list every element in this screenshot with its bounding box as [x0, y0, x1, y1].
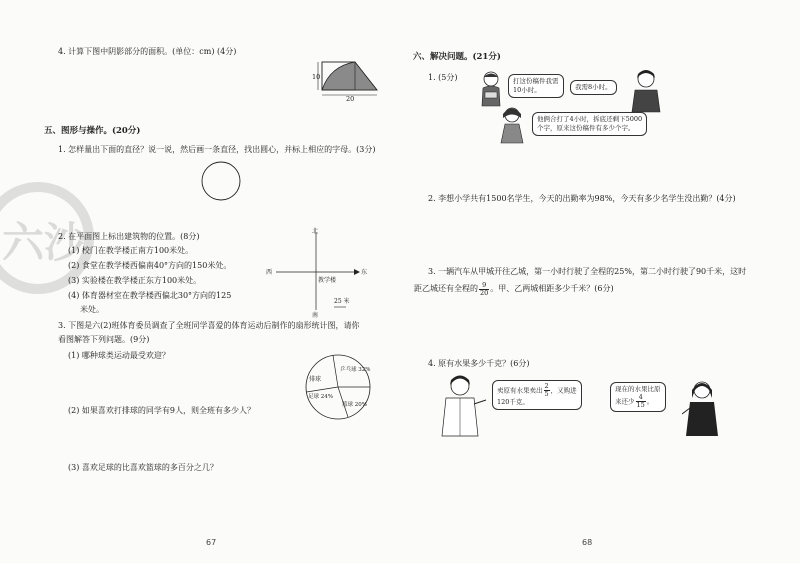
pie-label-paiqiu: 排球 [309, 376, 322, 383]
q1-bubble-3: 他俩合打了4小时，拆底还剩下5000 个字，原来这份稿件有多少个字。 [532, 112, 647, 136]
s5-q3-sub-2: (2) 如果喜欢打排球的同学有9人，则全班有多少人？ [68, 406, 255, 415]
compass-south: 南 [312, 312, 319, 318]
q4-bubble-right: 现在的水果比原 来还少 $\frac{4}{15}$ 。 [610, 382, 666, 412]
q1-bubble-1: 打这份稿件我需 10小时。 [508, 74, 564, 98]
s6-q2-text: 2. 李想小学共有1500名学生，今天的出勤率为98%，今天有多少名学生没出勤？(4分) [428, 194, 736, 203]
girl-figure-icon [497, 105, 527, 147]
pie-label-pingpong: 乒乓球 32% [340, 367, 371, 373]
compass-east: 东 [361, 269, 368, 276]
section5-title: 五、图形与操作。(20分) [44, 126, 141, 136]
s5-q2-text: 2. 在平面图上标出建筑物的位置。(8分) [58, 232, 200, 241]
s5-q2-item-3: (3) 实验楼在教学楼正东方100米处。 [68, 276, 202, 285]
s5-q2-item-4: (4) 体育器材室在教学楼西偏北30°方向的125 [68, 291, 232, 300]
s6-q3-line2: 距乙城还有全程的 $\frac{9}{20}$ 。甲、乙两城相距多少千米？(6分) [414, 280, 614, 297]
man-figure-icon [626, 68, 666, 114]
compass-center-label: 教学楼 [318, 277, 337, 284]
compass-north: 北 [312, 228, 319, 235]
compass-scale: 25 米 [334, 298, 350, 305]
page-number-left: 67 [206, 538, 217, 547]
pie-label-zuqiu: 足球 24% [308, 394, 333, 400]
circle-figure [199, 160, 243, 202]
s5-q2-item-4-cont: 米处。 [80, 305, 104, 314]
q3-fraction: $\frac{9}{20}$ [480, 280, 489, 297]
s6-q3-line1: 3. 一辆汽车从甲城开往乙城，第一小时行驶了全程的25%，第二小时行驶了90千米，这时 [428, 267, 747, 276]
s5-q3-sub-1: (1) 哪种球类运动最受欢迎？ [68, 351, 170, 360]
q1-bubble-2: 我需8小时。 [570, 80, 617, 95]
q4-left-fraction: $\frac{2}{5}$ [544, 382, 549, 398]
shaded-area-figure [312, 58, 392, 102]
pie-label-lanqiu: 篮球 20% [342, 402, 367, 408]
boy-figure-icon [476, 70, 506, 110]
pie-chart [300, 352, 380, 422]
compass-west: 西 [266, 269, 273, 276]
fig-height-label: 10 [312, 73, 321, 81]
q4-right-fraction: $\frac{4}{15}$ [636, 393, 645, 409]
s5-q1-text: 1. 怎样量出下面的直径？说一说，然后画一条直径，找出圆心，并标上相应的字母。(3分) [58, 145, 376, 154]
compass-diagram [262, 226, 370, 318]
section6-title: 六、解决问题。(21分) [413, 52, 501, 62]
fig-width-label: 20 [346, 95, 355, 102]
s5-q3-sub-3: (3) 喜欢足球的比喜欢篮球的多百分之几？ [68, 463, 218, 472]
s5-q2-item-2: (2) 食堂在教学楼西偏南40°方向的150米处。 [68, 261, 232, 270]
s5-q2-item-1: (1) 校门在教学楼正南方100米处。 [68, 246, 194, 255]
watermark-seal-text: 六沙 [2, 218, 87, 267]
q4-bubble-left: 卖原有水果卖出 $\frac{2}{5}$ ，又购进 120千克。 [492, 380, 582, 410]
page-number-right: 68 [582, 538, 593, 547]
s6-q1-label: 1. (5分) [428, 73, 458, 82]
customer-figure-icon [682, 378, 722, 438]
s5-q3-line1: 3. 下图是六(2)班体育委员调查了全班同学喜爱的体育运动后制作的扇形统计图，请你 [58, 321, 360, 330]
shopkeeper-figure-icon [436, 372, 488, 438]
s5-q3-line2: 看图解答下列问题。(9分) [58, 335, 150, 344]
s6-q4-label: 4. 原有水果多少千克？(6分) [428, 359, 530, 368]
q4-text: 4. 计算下图中阴影部分的面积。(单位：cm) (4分) [58, 47, 237, 56]
